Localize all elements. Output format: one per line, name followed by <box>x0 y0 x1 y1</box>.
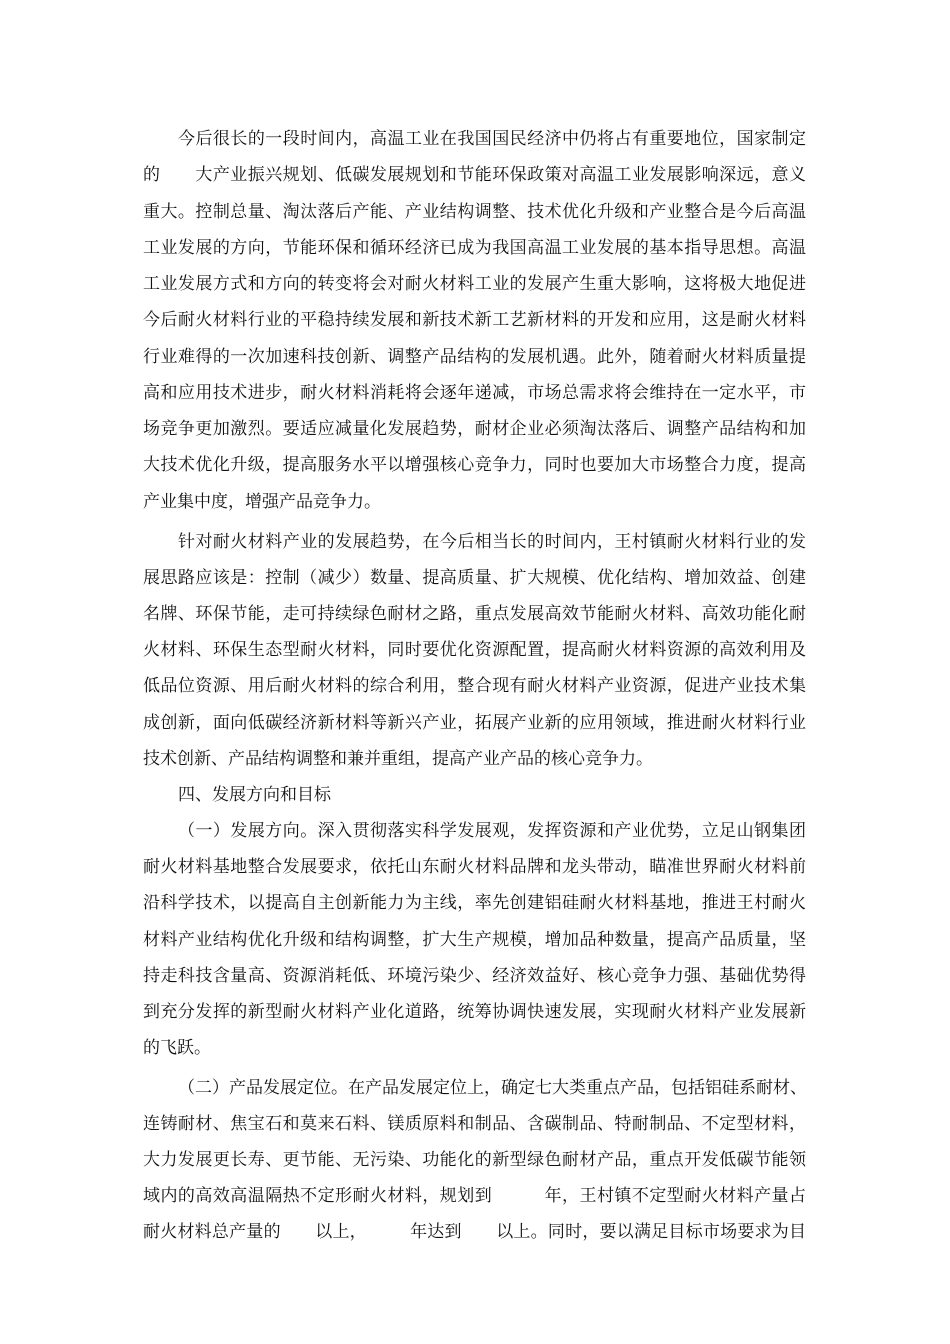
paragraph-4-line-5: 耐火材料总产量的 以上， 年达到 以上。同时，要以满足目标市场要求为目 <box>143 1222 806 1242</box>
paragraph-1-line-5: 工业发展方式和方向的转变将会对耐火材料工业的发展产生重大影响，这将极大地促进 <box>143 274 806 294</box>
paragraph-3-line-3: 沿科学技术，以提高自主创新能力为主线，率先创建铝硅耐火材料基地，推进王村耐火 <box>143 893 806 913</box>
paragraph-4-line-2: 连铸耐材、焦宝石和莫来石料、镁质原料和制品、含碳制品、特耐制品、不定型材料， <box>143 1114 806 1134</box>
paragraph-1-line-8: 高和应用技术进步，耐火材料消耗将会逐年递减，市场总需求将会维持在一定水平，市 <box>143 383 806 403</box>
paragraph-2-line-4: 火材料、环保生态型耐火材料，同时要优化资源配置，提高耐火材料资源的高效利用及 <box>143 640 806 660</box>
paragraph-3-line-2: 耐火材料基地整合发展要求，依托山东耐火材料品牌和龙头带动，瞄准世界耐火材料前 <box>143 857 806 877</box>
paragraph-3-line-4: 材料产业结构优化升级和结构调整，扩大生产规模，增加品种数量，提高产品质量，坚 <box>143 930 806 950</box>
paragraph-3-line-1: （一）发展方向。深入贯彻落实科学发展观，发挥资源和产业优势，立足山钢集团 <box>178 821 806 841</box>
paragraph-2-line-6: 成创新，面向低碳经济新材料等新兴产业，拓展产业新的应用领域，推进耐火材料行业 <box>143 713 806 733</box>
paragraph-3-line-5: 持走科技含量高、资源消耗低、环境污染少、经济效益好、核心竞争力强、基础优势得 <box>143 966 806 986</box>
paragraph-4-line-4: 域内的高效高温隔热不定形耐火材料，规划到 年，王村镇不定型耐火材料产量占 <box>143 1186 806 1206</box>
paragraph-2-line-3: 名牌、环保节能，走可持续绿色耐材之路，重点发展高效节能耐火材料、高效功能化耐 <box>143 604 806 624</box>
paragraph-1-line-3: 重大。控制总量、淘汰落后产能、产业结构调整、技术优化升级和产业整合是今后高温 <box>143 202 806 222</box>
section-heading: 四、发展方向和目标 <box>178 785 331 805</box>
paragraph-4-line-1: （二）产品发展定位。在产品发展定位上，确定七大类重点产品，包括铝硅系耐材、 <box>178 1078 807 1098</box>
paragraph-1-line-11: 产业集中度，增强产品竞争力。 <box>143 492 381 512</box>
paragraph-4-line-3: 大力发展更长寿、更节能、无污染、功能化的新型绿色耐材产品，重点开发低碳节能领 <box>143 1150 806 1170</box>
paragraph-1-line-1: 今后很长的一段时间内，高温工业在我国国民经济中仍将占有重要地位，国家制定 <box>178 129 806 149</box>
paragraph-1-line-4: 工业发展的方向，节能环保和循环经济已成为我国高温工业发展的基本指导思想。高温 <box>143 238 806 258</box>
paragraph-1-line-9: 场竞争更加激烈。要适应减量化发展趋势，耐材企业必须淘汰落后、调整产品结构和加 <box>143 419 806 439</box>
paragraph-3-line-7: 的飞跃。 <box>143 1038 211 1058</box>
paragraph-1-line-6: 今后耐火材料行业的平稳持续发展和新技术新工艺新材料的开发和应用，这是耐火材料 <box>143 310 806 330</box>
paragraph-3-line-6: 到充分发挥的新型耐火材料产业化道路，统筹协调快速发展，实现耐火材料产业发展新 <box>143 1002 806 1022</box>
paragraph-2-line-1: 针对耐火材料产业的发展趋势，在今后相当长的时间内，王村镇耐火材料行业的发 <box>178 532 806 552</box>
paragraph-2-line-5: 低品位资源、用后耐火材料的综合利用，整合现有耐火材料产业资源，促进产业技术集 <box>143 676 806 696</box>
paragraph-1-line-7: 行业难得的一次加速科技创新、调整产品结构的发展机遇。此外，随着耐火材料质量提 <box>143 347 806 367</box>
paragraph-1-line-10: 大技术优化升级，提高服务水平以增强核心竞争力，同时也要加大市场整合力度，提高 <box>143 455 806 475</box>
paragraph-2-line-2: 展思路应该是：控制（减少）数量、提高质量、扩大规模、优化结构、增加效益、创建 <box>143 568 806 588</box>
paragraph-1-line-2: 的 大产业振兴规划、低碳发展规划和节能环保政策对高温工业发展影响深远，意义 <box>143 165 806 185</box>
paragraph-2-line-7: 技术创新、产品结构调整和兼并重组，提高产业产品的核心竞争力。 <box>143 749 653 769</box>
